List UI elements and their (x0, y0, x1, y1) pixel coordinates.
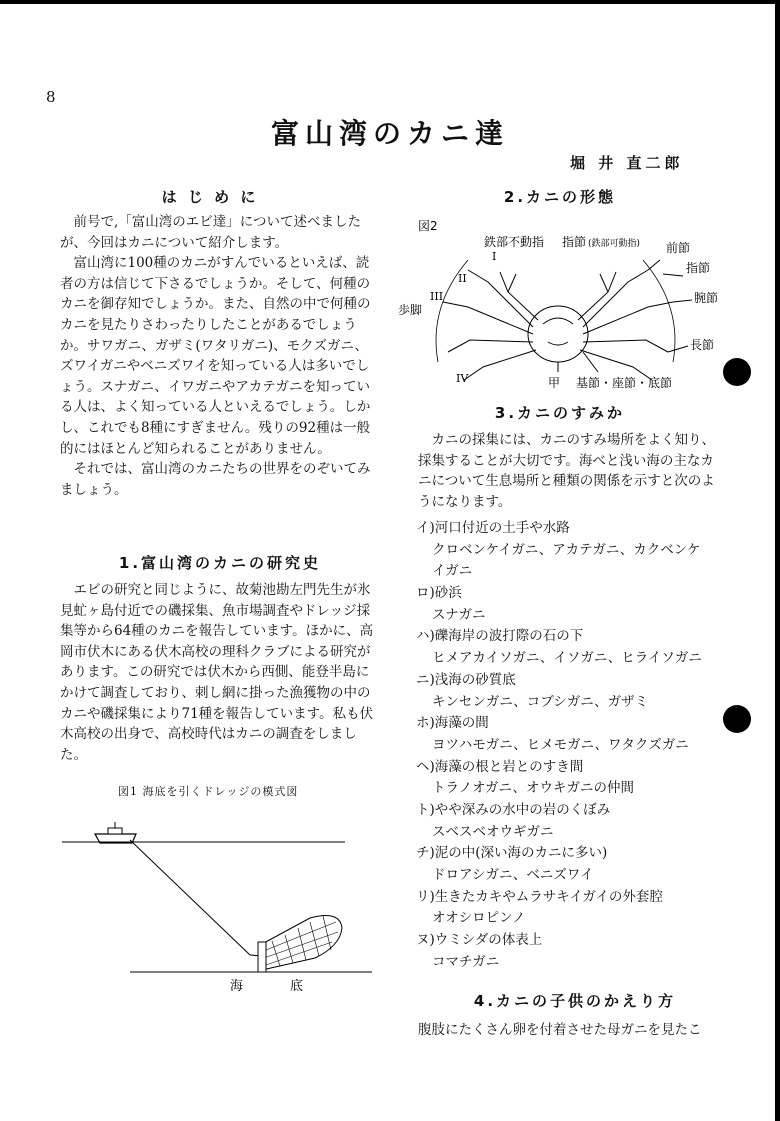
habitat-species: トラノオガニ、オウキガニの仲間 (432, 780, 634, 797)
section1-paragraph: エビの研究と同じように、故菊池勘左門先生が氷見虻ヶ島付近での磯採集、魚市場調査やドレッジ採集等から64種のカニを報告しています。ほかに、高岡市伏木にある伏木高校の理科クラブによる研究があります。この研究では伏木から西側、能登半島にかけて調査しており、刺し網に掛った漁獲物の中のカニや磯採集により71種を報告しています。私も伏木高校の出身で、高校時代はカニの調査をしました。 (60, 582, 374, 763)
binder-hole (723, 705, 751, 733)
dactyl-label: 指節 (686, 261, 711, 275)
section3-heading: 3.カニのすみか (494, 404, 626, 422)
intro-paragraph: 前号で,「富山湾のエビ達」について述べましたが、今回はカニについて紹介します。 (60, 214, 362, 251)
habitat-place: チ)泥の中(深い海のカニに多い) (416, 845, 608, 862)
propodus-label: 前節 (666, 241, 691, 255)
dredge-diagram (40, 810, 380, 1020)
intro-paragraph: それでは、富山湾のカニたちの世界をのぞいてみましょう。 (60, 461, 371, 498)
leg-number-3: III (430, 290, 444, 303)
fixed-finger-label: 鉄部不動指 (484, 235, 545, 249)
habitat-species: スベスベオウギガニ (432, 823, 554, 840)
section2-heading: 2.カニの形態 (503, 188, 617, 206)
section1-heading: 1.富山湾のカニの研究史 (118, 554, 322, 572)
carapace-label: 甲 (548, 376, 561, 390)
merus-label: 長節 (690, 338, 715, 352)
leg-number-1: I (492, 250, 497, 263)
leg-number-2: II (458, 272, 467, 285)
dredge-net-icon (258, 916, 342, 972)
habitat-species: ヒメアカイソガニ、イソガニ、ヒライソガニ (432, 650, 702, 667)
habitat-place: ニ)浅海の砂質底 (416, 671, 516, 688)
intro-body (60, 212, 380, 500)
page-number: 8 (46, 88, 56, 106)
habitat-place: ハ)礫海岸の波打際の石の下 (416, 628, 584, 645)
crab-morphology-diagram (398, 212, 718, 397)
intro-paragraph: 富山湾に100種のカニがすんでいるといえば、読者の方は信じて下さるでしょうか。そして、何種のカニを御存知でしょうか。また、自然の中で何種のカニを見たりさわったりしたことがあるでしょうか。サワガニ、ガザミ(ワタリガニ)、モクズガニ、ズワイガニやベニズワイを知っている人は多いでしょう。スナガニ、イワガニやアカテガニを知っている人は、よく知っている人といえるでしょう。しかし、これでも8種にすぎません。残りの92種は一般的にはほとんど知られることがありません。 (60, 255, 371, 457)
habitat-list (410, 518, 702, 973)
section3-body (418, 430, 718, 512)
figure1-caption: 図1 海底を引くドレッジの模式図 (118, 785, 299, 798)
carpus-label: 腕節 (694, 291, 718, 305)
habitat-species: キンセンガニ、コブシガニ、ガザミ (432, 693, 649, 710)
ship-icon (95, 822, 136, 843)
author-name: 堀 井 直二郎 (570, 154, 684, 172)
habitat-place: イ)河口付近の土手や水路 (416, 520, 570, 536)
habitat-place: ロ)砂浜 (416, 585, 462, 602)
article-title: 富山湾のカニ達 (270, 117, 509, 150)
section4-paragraph: 腹肢にたくさん卵を付着させた母ガニを見たこ (418, 1022, 702, 1038)
habitat-species: スナガニ (432, 606, 486, 623)
page-frame-top (0, 0, 780, 4)
basal-segments-label: 基節・座節・底節 (576, 376, 673, 390)
intro-heading: は じ め に (161, 188, 259, 206)
habitat-place: ホ)海藻の間 (416, 715, 489, 732)
section4-heading: 4.カニの子供のかえり方 (473, 992, 677, 1010)
page-frame-right (775, 0, 780, 1121)
habitat-species: ヨツハモガニ、ヒメモガニ、ワタクズガニ (432, 736, 689, 753)
section4-body (418, 1020, 738, 1041)
section3-paragraph: カニの採集には、カニのすみ場所をよく知り、採集することが大切です。海べと浅い海の主なカニについて生息場所と種類の関係を示すと次のようになります。 (418, 432, 715, 510)
habitat-place: ヘ)海藻の根と岩とのすき間 (416, 758, 584, 775)
habitat-species: クロベンケイガニ、アカテガニ、カクベンケ (432, 541, 701, 558)
habitat-species: オオシロピンノ (432, 910, 526, 927)
towing-cable (130, 840, 250, 955)
crab-icon (436, 260, 692, 380)
figure2-label: 図2 (418, 219, 438, 233)
habitat-place: ト)やや深みの水中の岩のくぼみ (416, 801, 611, 818)
leg-number-4: IV (456, 372, 469, 385)
binder-hole (723, 358, 751, 386)
walking-legs-label: 歩脚 (398, 303, 423, 317)
finger-label: 指節 (562, 235, 587, 249)
habitat-species: コマチガニ (432, 953, 500, 970)
sea-floor-label-a: 海 (230, 979, 244, 994)
habitat-place: ヌ)ウミシダの体表上 (416, 932, 543, 949)
habitat-place: リ)生きたカキやムラサキイガイの外套腔 (416, 888, 663, 905)
section1-body (60, 580, 380, 765)
finger-note: (鉄部可動指) (588, 239, 641, 249)
sea-floor-label-b: 底 (290, 979, 304, 994)
habitat-species: ドロアシガニ、ベニズワイ (432, 867, 594, 883)
habitat-species: イガニ (432, 563, 473, 580)
